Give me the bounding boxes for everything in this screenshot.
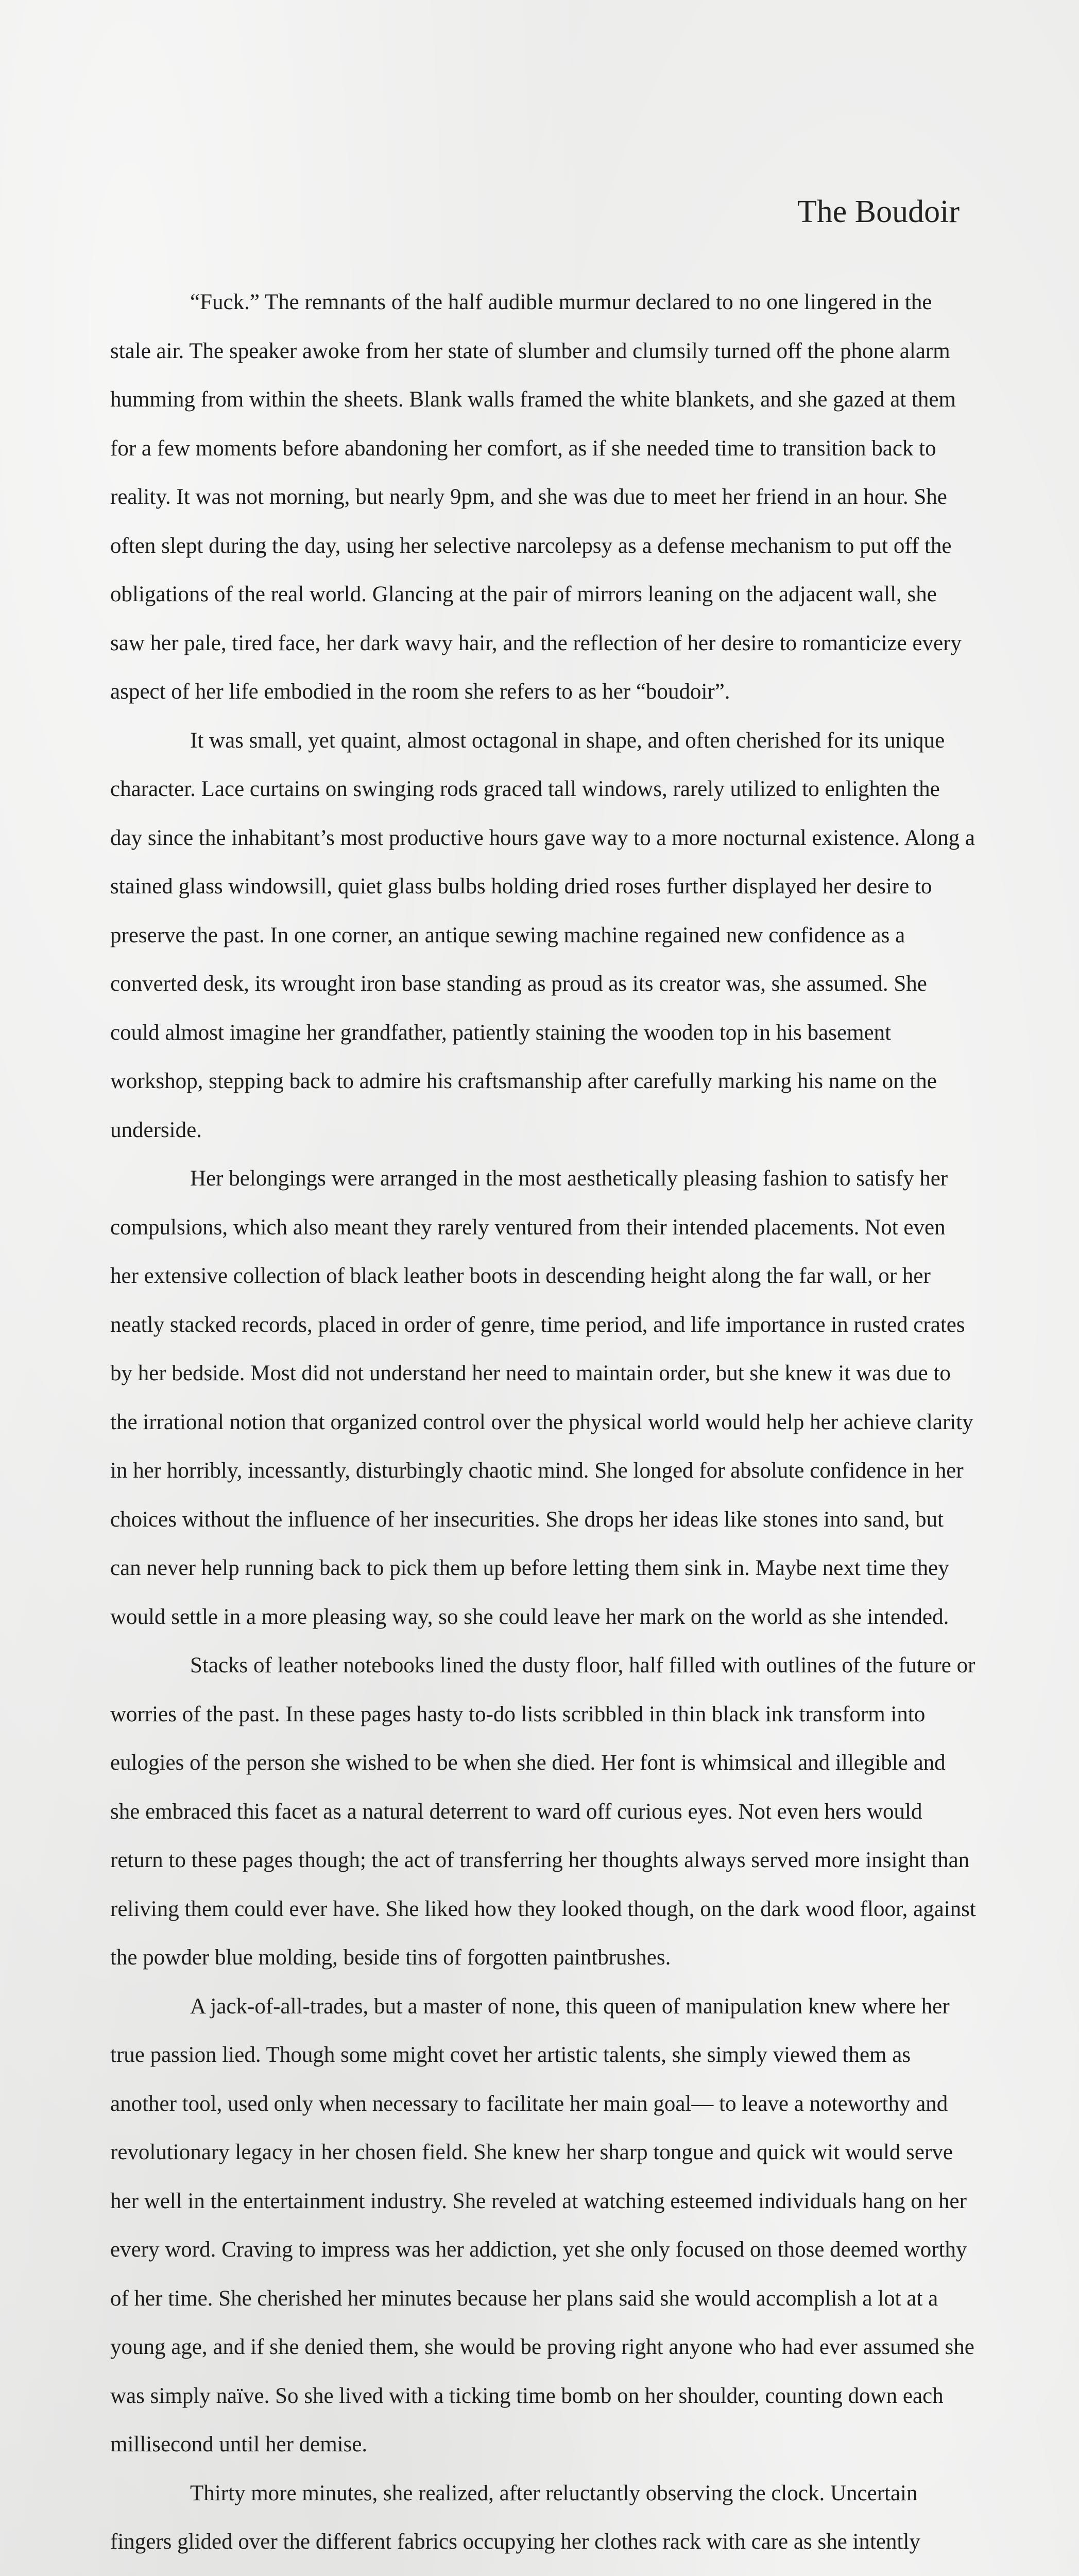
paragraph-5: A jack-of-all-trades, but a master of none, this queen of manipulation knew where her true passion lied. Though some might covet her artistic talents, she simply viewed them as another tool, used only when necessary to facilitate her main goal— to leave a noteworthy and revolutionary legacy in her chosen field. She knew her sharp tongue and quick wit would serve her well in the entertainment industry. She reveled at watching esteemed individuals hang on her every word. Craving to impress was her addiction, yet she only focused on those deemed worthy of her time. She cherished her minutes because her plans said she would accomplish a lot at a young age, and if she denied them, she would be proving right anyone who had ever assumed she was simply naïve. So she lived with a ticking time bomb on her shoulder, counting down each millisecond until her demise. (110, 1994, 974, 2456)
paragraph-6-start: Thirty more minutes, she realized, after reluctantly observing the clock. Uncertain fingers glided over the different fabrics occupying her clothes rack with care as she intently (110, 2481, 920, 2554)
paragraph-2: It was small, yet quaint, almost octagonal in shape, and often cherished for its unique character. Lace curtains on swinging rods graced tall windows, rarely utilized to enlighten the day since the inhabitant’s most productive hours gave way to a more nocturnal existence. Along a stained glass windowsill, quiet glass bulbs holding dried roses further displayed her desire to preserve the past. In one corner, an antique sewing machine regained new confidence as a converted desk, its wrought iron base standing as proud as its creator was, she assumed. She could almost imagine her grandfather, patiently staining the wooden top in his basement workshop, stepping back to admire his craftsmanship after carefully marking his name on the underside. (110, 728, 975, 1142)
paragraph-1: “Fuck.” The remnants of the half audible murmur declared to no one lingered in the stale air. The speaker awoke from her state of slumber and clumsily turned off the phone alarm humming from within the sheets. Blank walls framed the white blankets, and she gazed at them for a few moments before abandoning her comfort, as if she needed time to transition back to reality. It was not morning, but nearly 9pm, and she was due to meet her friend in an hour. She often slept during the day, using her selective narcolepsy as a defense mechanism to put off the obligations of the real world. Glancing at the pair of mirrors leaning on the adjacent wall, she saw her pale, tired face, her dark wavy hair, and the reflection of her desire to romanticize every aspect of her life embodied in the room she refers to as her “boudoir”. (110, 290, 962, 704)
paragraph-4: Stacks of leather notebooks lined the dusty floor, half filled with outlines of the future or worries of the past. In these pages hasty to-do lists scribbled in thin black ink transform into eulogies of the person she wished to be when she died. Her font is whimsical and illegible and she embraced this facet as a natural deterrent to ward off curious eyes. Not even hers would return to these pages though; the act of transferring her thoughts always served more insight than reliving them could ever have. She liked how they looked though, on the dark wood floor, against the powder blue molding, beside tins of forgotten paintbrushes. (110, 1653, 976, 1970)
document-body (110, 278, 976, 2576)
paragraph-6 (110, 2469, 976, 2576)
document-title: The Boudoir (797, 194, 960, 229)
paragraph-3: Her belongings were arranged in the most aesthetically pleasing fashion to satisfy her compulsions, which also meant they rarely ventured from their intended placements. Not even her extensive collection of black leather boots in descending height along the far wall, or her neatly stacked records, placed in order of genre, time period, and life importance in rusted crates by her bedside. Most did not understand her need to maintain order, but she knew it was due to the irrational notion that organized control over the physical world would help her achieve clarity in her horribly, incessantly, disturbingly chaotic mind. She longed for absolute confidence in her choices without the influence of her insecurities. She drops her ideas like stones into sand, but can never help running back to pick them up before letting them sink in. Maybe next time they would settle in a more pleasing way, so she could leave her mark on the world as she intended. (110, 1166, 973, 1629)
